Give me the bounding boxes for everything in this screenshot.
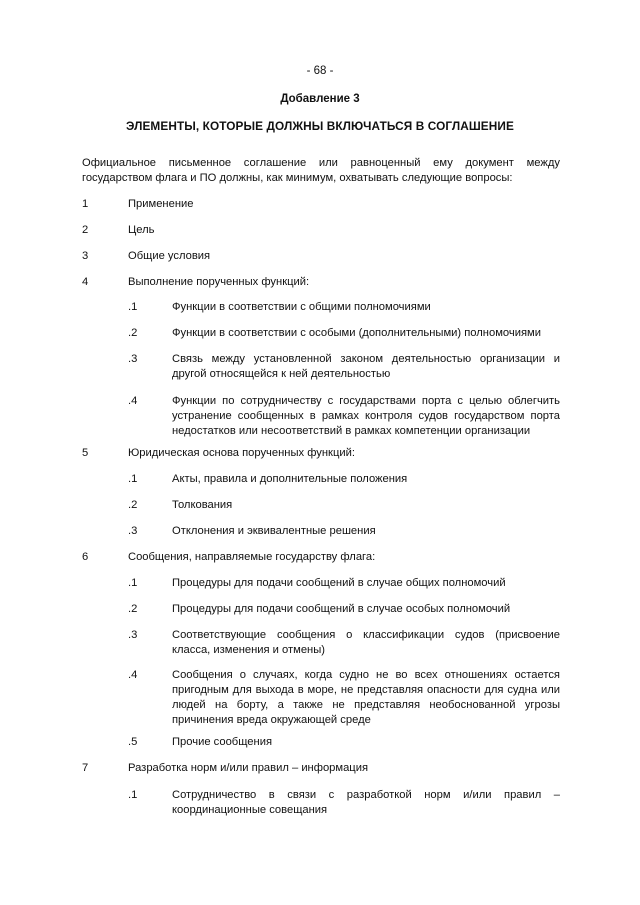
item-number: .2 (128, 603, 138, 615)
section-number: 7 (82, 762, 89, 774)
section-label: Применение (128, 198, 194, 210)
item-text: Функции в соответствии с особыми (дополнительными) полномочиями (172, 327, 541, 339)
item-number: .2 (128, 499, 138, 511)
item-text: Толкования (172, 499, 233, 511)
item-text: Связь между установленной законом деятельностью организации и другой относящейся к ней деятельностью (172, 353, 560, 380)
appendix-heading: Добавление 3 (280, 93, 360, 105)
item-number: .4 (128, 395, 138, 407)
section-number: 2 (82, 224, 89, 236)
section-number: 1 (82, 198, 89, 210)
item-number: .3 (128, 353, 138, 365)
item-text: Процедуры для подачи сообщений в случае особых полномочий (172, 603, 511, 615)
item-number: .1 (128, 577, 138, 589)
item-text: Процедуры для подачи сообщений в случае общих полномочий (172, 577, 506, 589)
item-number: .1 (128, 473, 138, 485)
section-label: Выполнение порученных функций: (128, 276, 310, 288)
item-number: .4 (128, 669, 138, 681)
section-label: Цель (128, 224, 155, 236)
item-number: .1 (128, 789, 138, 801)
item-text: Сообщения о случаях, когда судно не во всех отношениях остается пригодным для выхода в море, не представляя опасности для судна или людей на борту, а также не представляя необоснованной угрозы причинения вреда окружающей среде (172, 669, 560, 726)
item-text: Акты, правила и дополнительные положения (172, 473, 408, 485)
item-number: .2 (128, 327, 138, 339)
item-number: .5 (128, 736, 138, 748)
section-label: Разработка норм и/или правил – информация (128, 762, 369, 774)
item-text: Сотрудничество в связи с разработкой норм и/или правил – координационные совещания (172, 789, 560, 816)
item-text: Прочие сообщения (172, 736, 273, 748)
item-text: Функции в соответствии с общими полномочиями (172, 301, 431, 313)
section-number: 6 (82, 551, 89, 563)
item-number: .3 (128, 525, 138, 537)
document-title: ЭЛЕМЕНТЫ, КОТОРЫЕ ДОЛЖНЫ ВКЛЮЧАТЬСЯ В СОГЛАШЕНИЕ (126, 119, 514, 133)
item-text: Отклонения и эквивалентные решения (172, 525, 376, 537)
item-number: .1 (128, 301, 138, 313)
section-number: 4 (82, 276, 89, 288)
section-label: Юридическая основа порученных функций: (128, 447, 355, 459)
section-label: Общие условия (128, 250, 211, 262)
intro-paragraph: Официальное письменное соглашение или равноценный ему документ между государством флага и ПО должны, как минимум, охватывать следующие вопросы: (82, 157, 560, 184)
section-label: Сообщения, направляемые государству флага: (128, 551, 376, 563)
section-number: 3 (82, 250, 89, 262)
section-number: 5 (82, 447, 89, 459)
item-number: .3 (128, 629, 138, 641)
item-text: Соответствующие сообщения о классификации судов (присвоение класса, изменения и отмены) (172, 629, 560, 656)
item-text: Функции по сотрудничеству с государствами порта с целью облегчить устранение сообщенных в рамках контроля судов государством порта недостатков или несоответствий в рамках компетенции организации (172, 395, 560, 437)
page-number: - 68 - (306, 65, 334, 77)
